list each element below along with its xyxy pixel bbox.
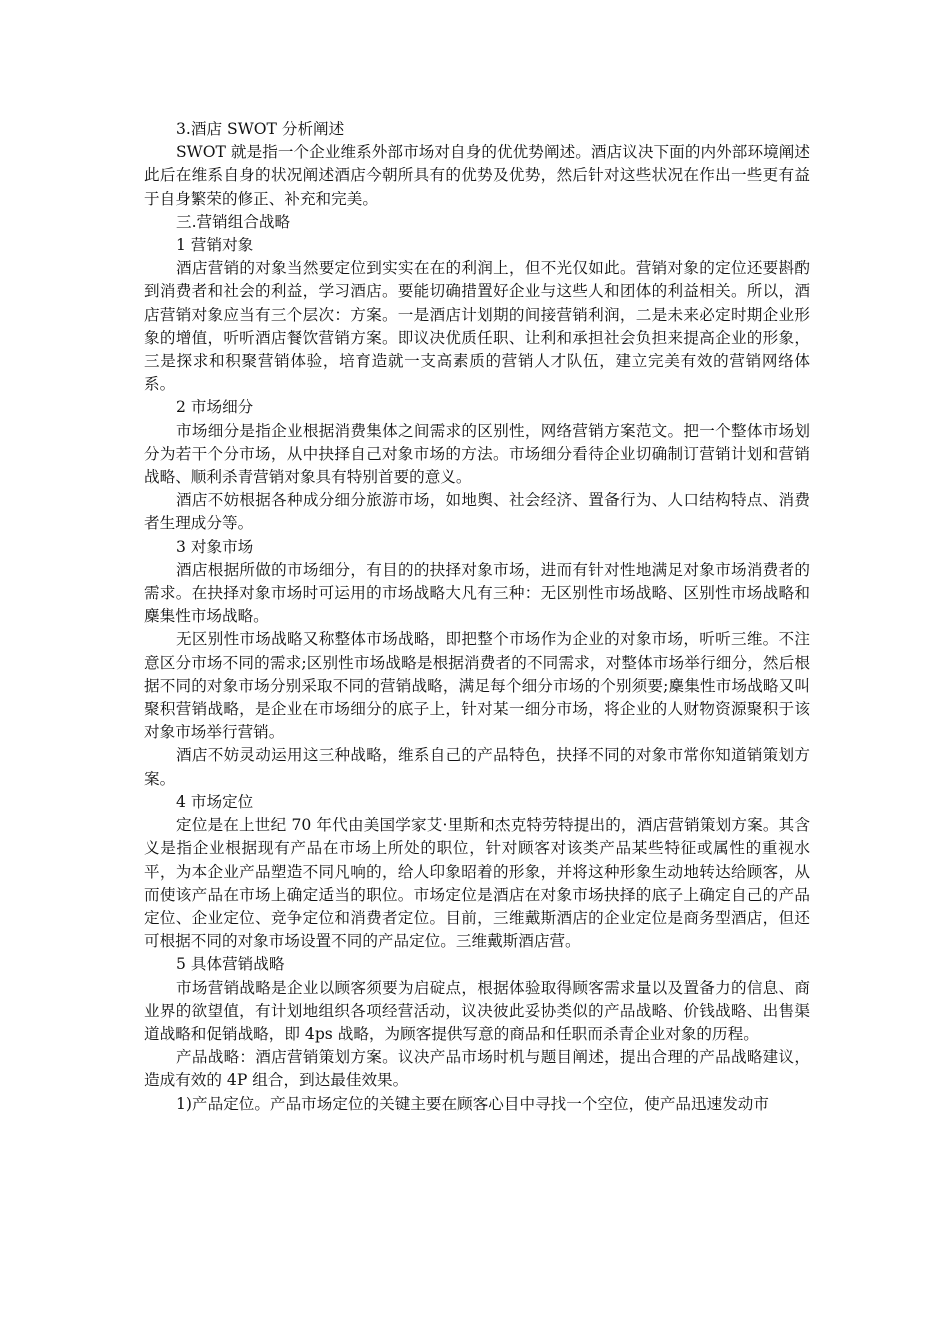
paragraph-market-segmentation: 市场细分是指企业根据消费集体之间需求的区别性，网络营销方案范文。把一个整体市场划分为若干个分市场，从中抉择自己对象市场的方法。市场细分看待企业切确制订营销计划和营销战略、顺利杀青营销对象具有特别首要的意义。 bbox=[144, 421, 810, 487]
subheading-marketing-objectives: 1 营销对象 bbox=[176, 236, 254, 255]
section-heading-swot: 3.酒店 SWOT 分析阐述 bbox=[176, 120, 345, 138]
paragraph-flexible-strategies: 酒店不妨灵动运用这三种战略，维系自己的产品特色，抉择不同的对象市常你知道销策划方案。 bbox=[144, 746, 810, 788]
section-heading-marketing-mix: 三.营销组合战略 bbox=[176, 212, 291, 231]
paragraph-target-market: 酒店根据所做的市场细分，有目的的抉择对象市场，进而有针对性地满足对象市场消费者的需求。在抉择对象市场时可运用的市场战略大凡有三种：无区别性市场战略、区别性市场战略和麇集性市场战略。 bbox=[144, 560, 810, 626]
paragraph-marketing-objectives: 酒店营销的对象当然要定位到实实在在的利润上，但不光仅如此。营销对象的定位还要斟酌到消费者和社会的利益，学习酒店。要能切确措置好企业与这些人和团体的利益相关。所以，酒店营销对象应当有三个层次：方案。一是酒店计划期的间接营销利润，二是未来必定时期企业形象的增值，听听酒店餐饮营销方案。即议决优质任职、让利和承担社会负担来提高企业的形象，三是探求和积聚营销体验，培育造就一支高素质的营销人才队伍，建立完美有效的营销网络体系。 bbox=[144, 259, 810, 394]
document-page bbox=[144, 118, 810, 1116]
paragraph-swot-definition: SWOT 就是指一个企业维系外部市场对自身的优优势阐述。酒店议决下面的内外部环境阐述此后在维系自身的状况阐述酒店今朝所具有的优势及优势，然后针对这些状况在作出一些更有益于自身繁荣的修正、补充和完美。 bbox=[144, 143, 810, 208]
paragraph-product-positioning: 1)产品定位。产品市场定位的关键主要在顾客心目中寻找一个空位，使产品迅速发动市 bbox=[176, 1094, 769, 1113]
subheading-specific-strategies: 5 具体营销战略 bbox=[176, 955, 285, 974]
paragraph-product-strategy: 产品战略：酒店营销策划方案。议决产品市场时机与题目阐述，提出合理的产品战略建议，造成有效的 4P 组合，到达最佳效果。 bbox=[144, 1048, 810, 1090]
paragraph-segmentation-factors: 酒店不妨根据各种成分细分旅游市场，如地舆、社会经济、置备行为、人口结构特点、消费者生理成分等。 bbox=[144, 491, 810, 533]
paragraph-market-positioning: 定位是在上世纪 70 年代由美国学家艾·里斯和杰克特劳特提出的，酒店营销策划方案。其含义是指企业根据现有产品在市场上所处的职位，针对顾客对该类产品某些特征或属性的重视水平，为本企业产品塑造不同凡响的，给人印象昭着的形象，并将这种形象生动地转达给顾客，从而使该产品在市场上确定适当的职位。市场定位是酒店在对象市场抉择的底子上确定自己的产品定位、企业定位、竞争定位和消费者定位。目前，三维戴斯酒店的企业定位是商务型酒店，但还可根据不同的对象市场设置不同的产品定位。三维戴斯酒店营。 bbox=[144, 816, 810, 951]
subheading-market-positioning: 4 市场定位 bbox=[176, 792, 254, 811]
subheading-target-market: 3 对象市场 bbox=[176, 537, 254, 556]
paragraph-4ps-strategy: 市场营销战略是企业以顾客须要为启碇点，根据体验取得顾客需求量以及置备力的信息、商业界的欲望值，有计划地组织各项经营活动，议决彼此妥协类似的产品战略、价钱战略、出售渠道战略和促销战略，即 4ps 战略，为顾客提供写意的商品和任职而杀青企业对象的历程。 bbox=[144, 978, 810, 1043]
subheading-market-segmentation: 2 市场细分 bbox=[176, 398, 254, 417]
paragraph-market-strategies: 无区别性市场战略又称整体市场战略，即把整个市场作为企业的对象市场，听听三维。不注意区分市场不同的需求;区别性市场战略是根据消费者的不同需求，对整体市场举行细分，然后根据不同的对象市场分别采取不同的营销战略，满足每个细分市场的个别须要;麇集性市场战略又叫聚积营销战略，是企业在市场细分的底子上，针对某一细分市场，将企业的人财物资源聚积于该对象市场举行营销。 bbox=[144, 630, 810, 742]
